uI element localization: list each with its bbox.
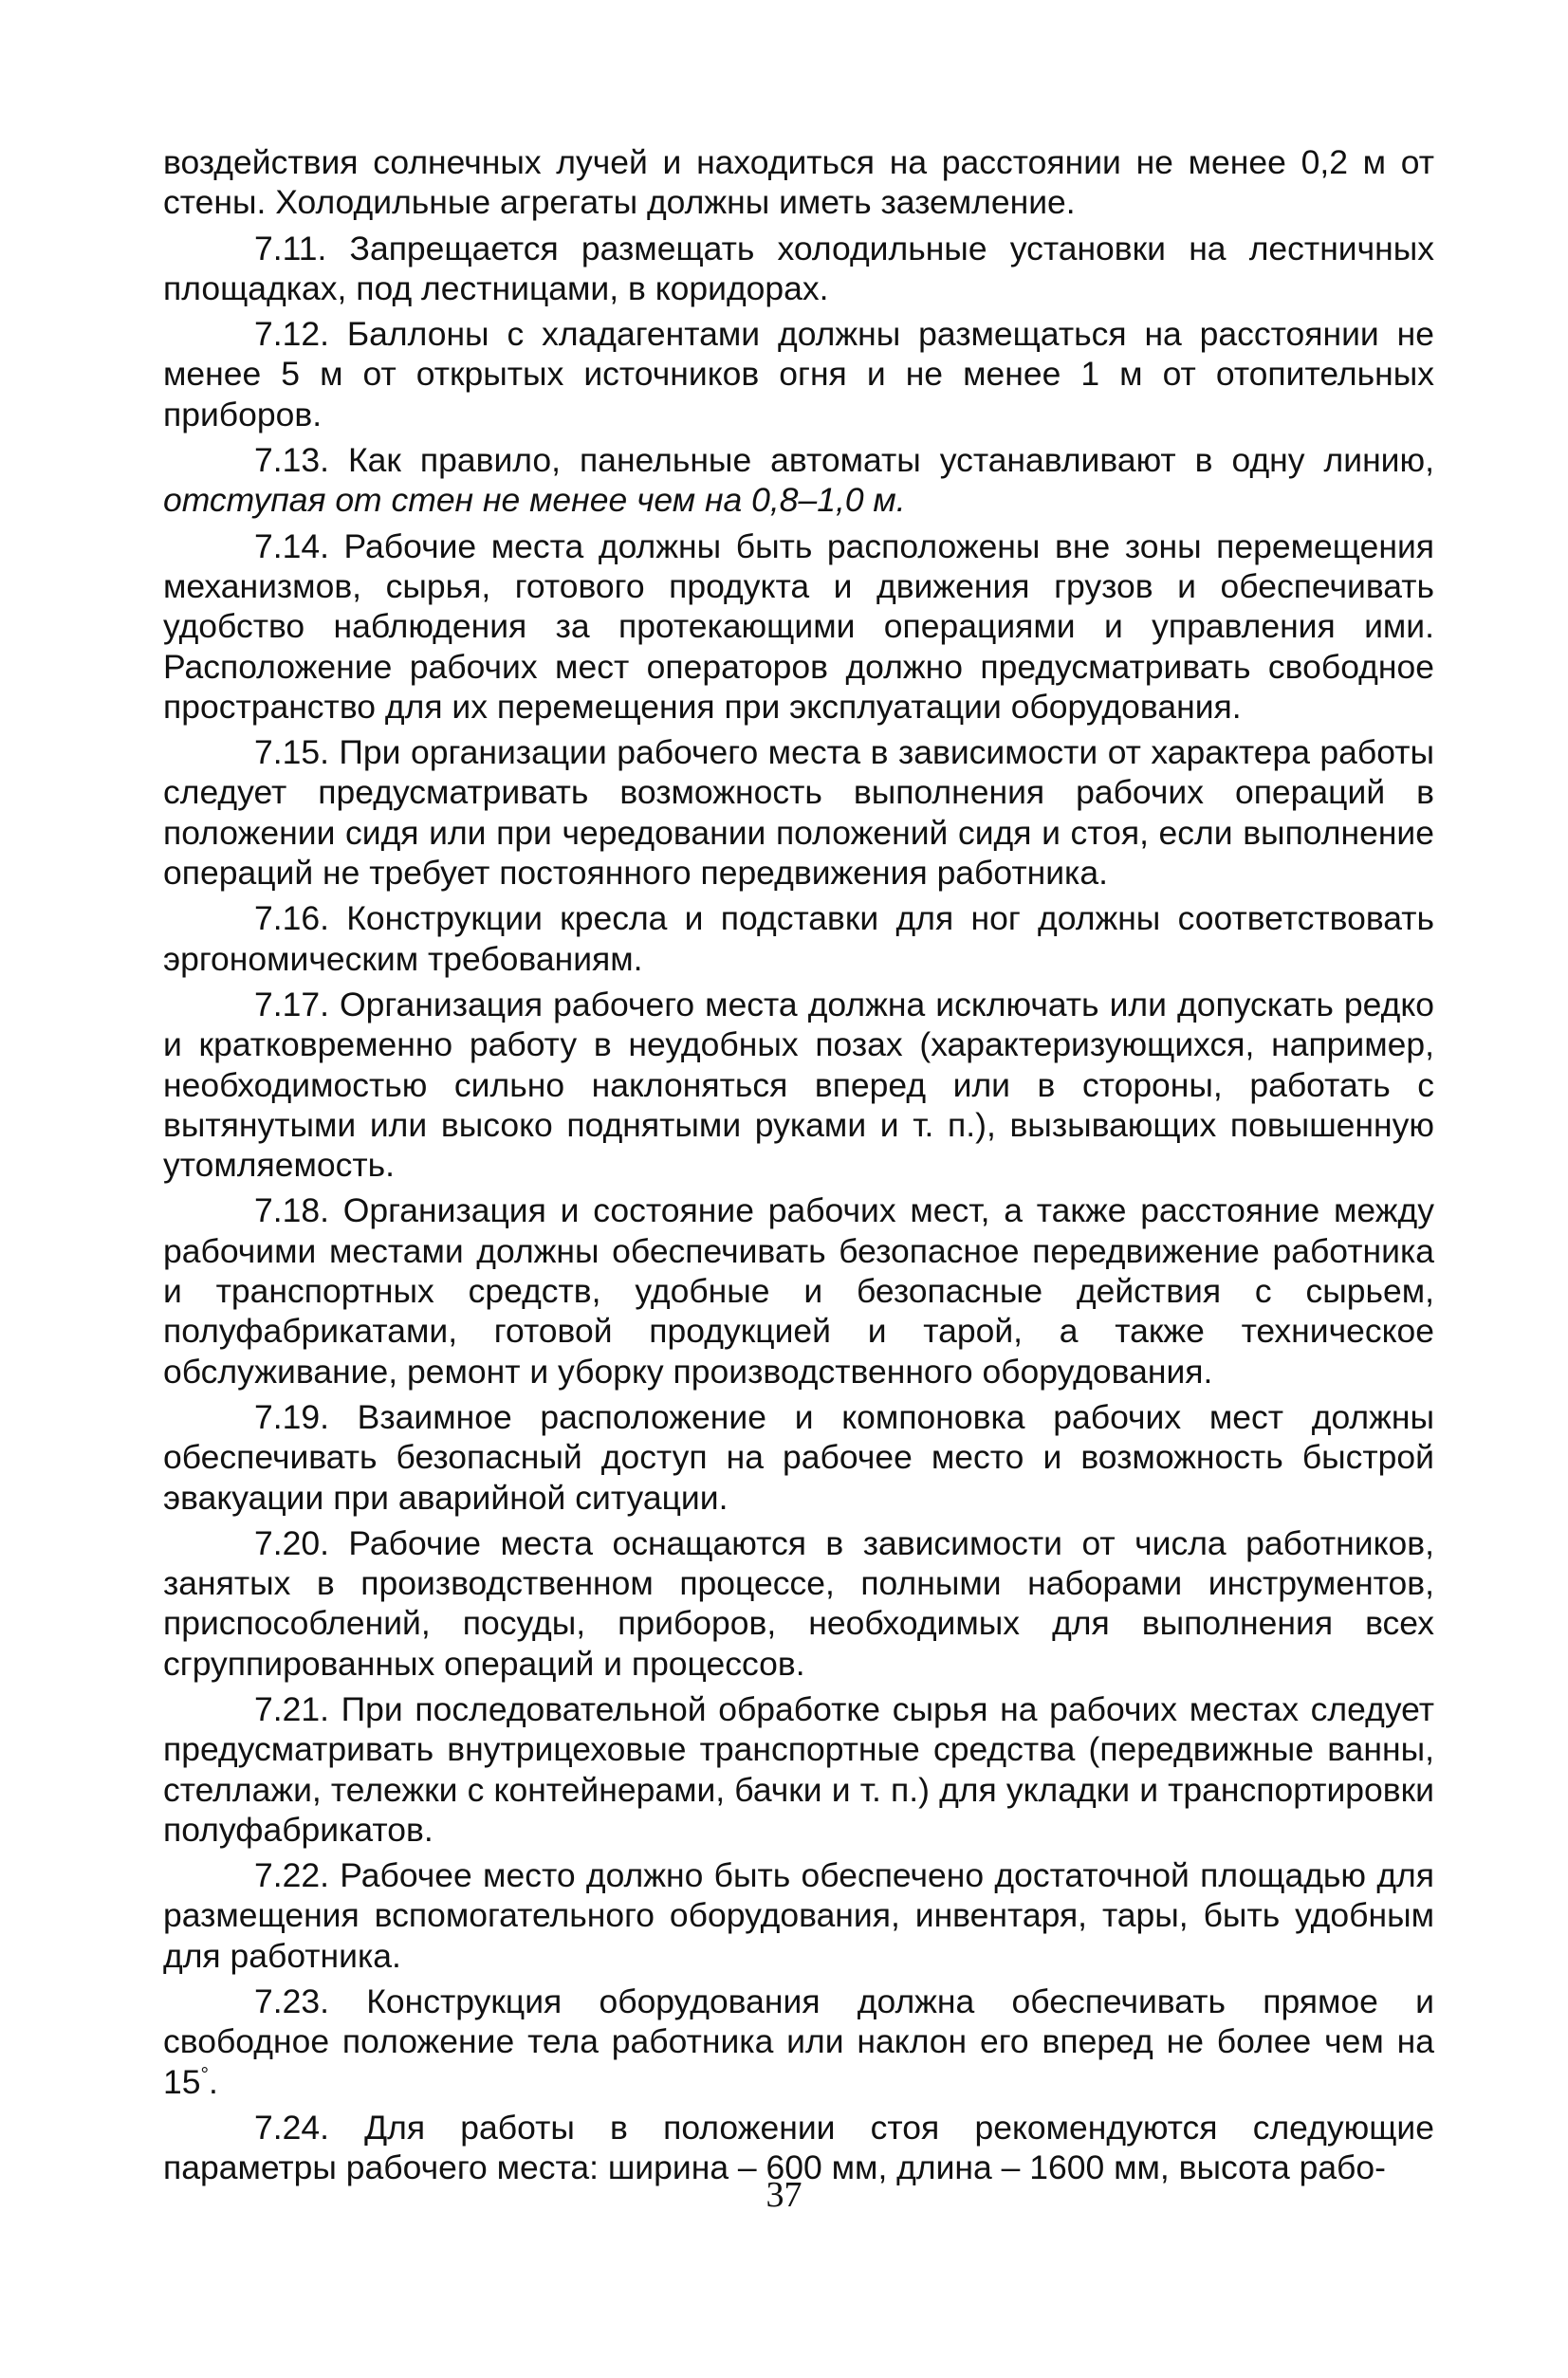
paragraph-7-23-tail: . <box>209 2062 218 2101</box>
paragraph-7-11: 7.11. Запрещается размещать холодильные установки на лестничных площадках, под лестницами, в коридорах. <box>163 229 1434 307</box>
paragraph-7-18: 7.18. Организация и состояние рабочих мест, а также расстояние между рабочими местами должны обеспечивать безопасное передвижение работника и транспортных средств, удобные и безопасные действия с сырьем, полуфабрикатами, готовой продукцией и тарой, а также техническое обслуживание, ремонт и уборку производственного оборудования. <box>163 1191 1434 1391</box>
page-number: 37 <box>766 2175 802 2215</box>
paragraph-7-17: 7.17. Организация рабочего места должна исключать или допускать редко и кратковременно работу в неудобных позах (характеризующихся, например, необходимостью сильно наклоняться вперед или в стороны, работать с вытянутыми или высоко поднятыми руками и т. п.), вызывающих повышенную утомляемость. <box>163 985 1434 1185</box>
degree-sign: ° <box>200 2062 210 2086</box>
paragraph-7-15: 7.15. При организации рабочего места в зависимости от характера работы следует предусматривать возможность выполнения рабочих операций в положении сидя или при чередовании положений сидя и стоя, если выполнение операций не требует постоянного передвижения работника. <box>163 733 1434 893</box>
paragraph-7-22: 7.22. Рабочее место должно быть обеспечено достаточной площадью для размещения вспомогательного оборудования, инвентаря, тары, быть удобным для работника. <box>163 1856 1434 1975</box>
paragraph-7-14: 7.14. Рабочие места должны быть расположены вне зоны перемещения механизмов, сырья, готового продукта и движения грузов и обеспечивать удобство наблюдения за протекающими операциями и управления ими. Расположение рабочих мест операторов должно предусматривать свободное пространство для их перемещения при эксплуатации оборудования. <box>163 526 1434 726</box>
paragraph-7-19: 7.19. Взаимное расположение и компоновка рабочих мест должны обеспечивать безопасный доступ на рабочее место и возможность быстрой эвакуации при аварийной ситуации. <box>163 1397 1434 1517</box>
paragraph-7-16: 7.16. Конструкции кресла и подставки для ног должны соответствовать эргономическим требованиям. <box>163 899 1434 978</box>
paragraph-7-20: 7.20. Рабочие места оснащаются в зависимости от числа работников, занятых в производственном процессе, полными наборами инструментов, приспособлений, посуды, приборов, необходимых для выполнения всех сгруппированных операций и процессов. <box>163 1523 1434 1683</box>
paragraph-7-24: 7.24. Для работы в положении стоя рекомендуются следующие параметры рабочего места: ширина – 600 мм, длина – 1600 мм, высота рабо- <box>163 2108 1434 2187</box>
paragraph-7-23-text: 7.23. Конструкция оборудования должна обеспечивать прямое и свободное положение тела работника или наклон его вперед не более чем на 15 <box>163 1982 1434 2101</box>
paragraph-7-13 <box>163 440 1434 521</box>
paragraph-7-12: 7.12. Баллоны с хладагентами должны размещаться на расстоянии не менее 5 м от открытых источников огня и не менее 1 м от отопительных приборов. <box>163 315 1434 433</box>
paragraph-7-13-italic: отступая от стен не менее чем на 0,8–1,0 м. <box>163 481 906 520</box>
document-body <box>163 142 1434 2194</box>
paragraph-7-21: 7.21. При последовательной обработке сырья на рабочих местах следует предусматривать внутрицеховые транспортные средства (передвижные ванны, стеллажи, тележки с контейнерами, бачки и т. п.) для укладки и транспортировки полуфабрикатов. <box>163 1689 1434 1849</box>
paragraph-continuation: воздействия солнечных лучей и находиться на расстоянии не менее 0,2 м от стены. Холодильные агрегаты должны иметь заземление. <box>163 143 1434 222</box>
paragraph-7-23 <box>163 1982 1434 2102</box>
paragraph-7-13-text: 7.13. Как правило, панельные автоматы устанавливают в одну линию, <box>254 441 1434 480</box>
